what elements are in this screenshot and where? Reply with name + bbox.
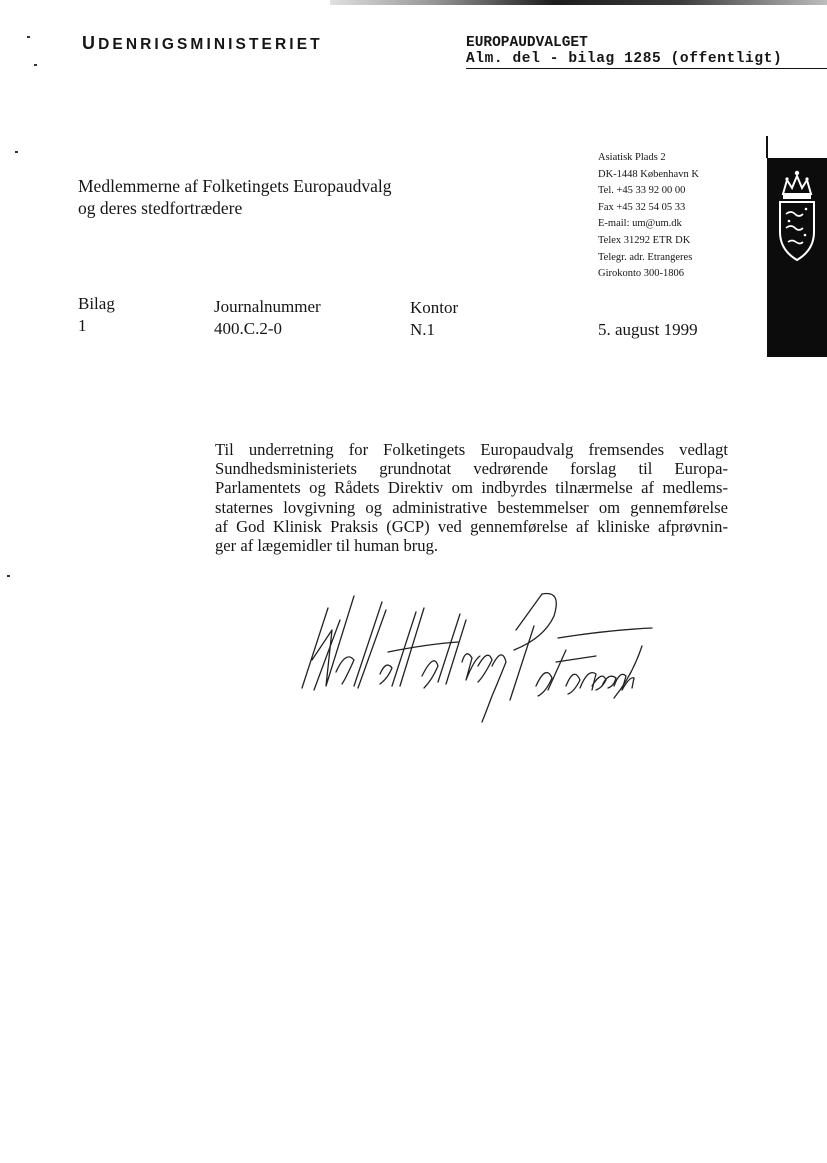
- crest-icon: [767, 158, 827, 357]
- recipient-line-1: Medlemmerne af Folketingets Europaudvalg: [78, 176, 392, 196]
- body-line: ger af lægemidler til human brug.: [215, 536, 439, 556]
- scan-speck: [15, 151, 18, 153]
- scan-edge-line: [330, 0, 827, 5]
- scan-speck: [7, 575, 10, 577]
- committee-reference: Alm. del - bilag 1285 (offentligt): [466, 51, 827, 69]
- journal-label: Journalnummer: [214, 297, 321, 316]
- body-line: Til underretning for Folketingets Europaudvalg fremsendes vedlagt: [215, 440, 728, 459]
- committee-stamp-block: [466, 35, 827, 69]
- body-line: Sundhedsministeriets grundnotat vedrørende forslag til Europa-: [215, 459, 728, 479]
- journal-value: 400.C.2-0: [214, 319, 282, 338]
- scan-speck: [27, 36, 30, 38]
- letter-body: [215, 440, 728, 555]
- address-city: DK-1448 København K: [598, 168, 699, 180]
- bilag-label: Bilag: [78, 294, 115, 313]
- address-fax: Fax +45 32 54 05 33: [598, 201, 686, 213]
- kontor-field: [410, 297, 458, 341]
- scan-speck: [34, 64, 37, 66]
- kontor-label: Kontor: [410, 298, 459, 317]
- crest-rule: [766, 136, 768, 158]
- royal-crest-emblem: [767, 158, 827, 357]
- handwritten-signature: [296, 590, 666, 735]
- address-telex: Telex 31292 ETR DK: [598, 234, 691, 246]
- address-street: Asiatisk Plads 2: [598, 152, 666, 163]
- address-giro: Girokonto 300-1806: [598, 268, 685, 280]
- bilag-value: 1: [78, 316, 87, 335]
- letter-date: 5. august 1999: [598, 320, 698, 339]
- journal-field: [214, 296, 321, 340]
- address-email: E-mail: um@um.dk: [598, 218, 682, 230]
- committee-stamp: EUROPAUDVALGET: [466, 35, 588, 51]
- recipient-line-2: og deres stedfortrædere: [78, 198, 243, 218]
- body-line: Parlamentets og Rådets Direktiv om indbyrdes tilnærmelse af medlems-: [215, 478, 728, 498]
- signature-drawing: [296, 590, 666, 730]
- ministry-name-text: DENRIGSMINISTERIET: [98, 36, 323, 53]
- body-line: staternes lovgivning og administrative bestemmelser om gennemførelse: [215, 497, 728, 517]
- sender-address: [598, 150, 699, 283]
- address-phone: Tel. +45 33 92 00 00: [598, 185, 686, 197]
- address-telegram: Telegr. adr. Etrangeres: [598, 251, 693, 263]
- body-line: af God Klinisk Praksis (GCP) ved gennemførelse af kliniske afprøvnin-: [215, 516, 728, 536]
- bilag-field: [78, 293, 115, 337]
- kontor-value: N.1: [410, 320, 436, 339]
- ministry-name: UDENRIGSMINISTERIET: [82, 33, 323, 53]
- recipient-block: [78, 175, 391, 219]
